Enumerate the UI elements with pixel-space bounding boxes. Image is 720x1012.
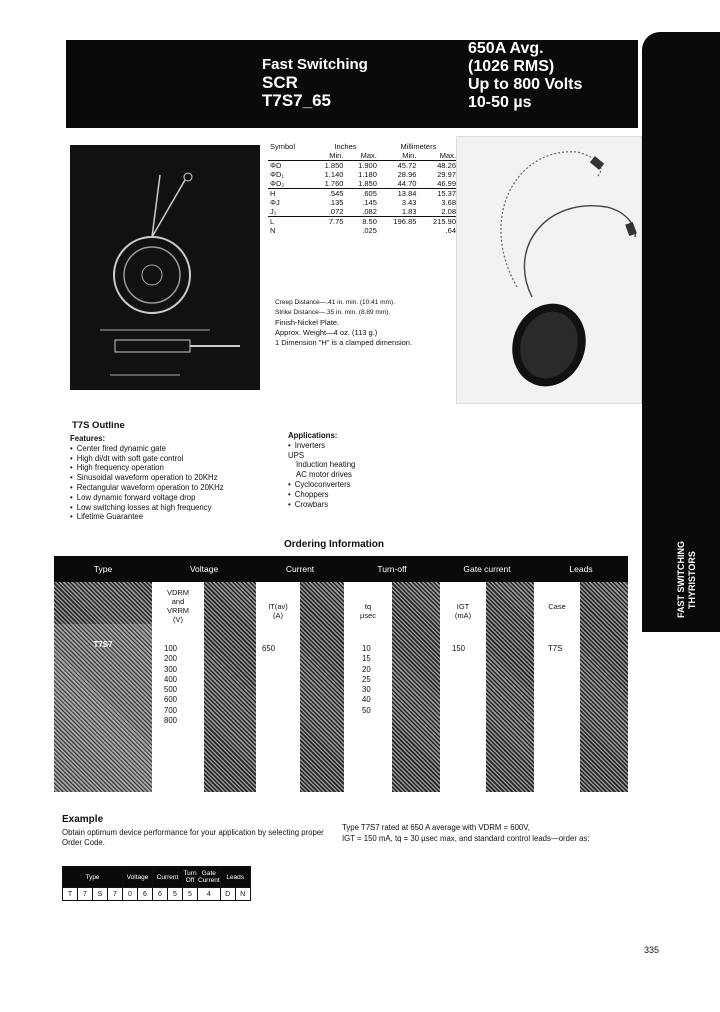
dim-cell-sym: ΦD₂ xyxy=(270,179,285,188)
dim-cell-b: .605 xyxy=(362,189,377,198)
code-cell: 7 xyxy=(108,888,123,901)
dim-cell-d: 29.97 xyxy=(437,170,456,179)
dim-cell-c: 196.85 xyxy=(393,217,417,226)
outline-drawing xyxy=(70,145,260,390)
feature-item: • Rectangular waveform operation to 20KHz xyxy=(70,483,224,493)
ord-turnoff-list xyxy=(362,644,371,716)
application-item: Induction heating xyxy=(296,460,356,470)
dim-cell-d: 15.37 xyxy=(437,189,456,198)
ord-gate-sub xyxy=(442,602,484,622)
features-title: Features: xyxy=(70,434,106,443)
code-cell: S xyxy=(93,888,108,901)
dim-cell-d: .64 xyxy=(445,226,456,235)
dim-cell-a: 1.140 xyxy=(324,170,344,179)
dim-row xyxy=(268,170,458,179)
ord-v-unit: (V) xyxy=(173,615,183,624)
code-value-row xyxy=(63,888,251,901)
ord-turnoff-value: 50 xyxy=(362,705,371,715)
ord-turnoff-value: 10 xyxy=(362,644,371,653)
dim-cell-a xyxy=(312,226,345,235)
ord-itav: IT(av) xyxy=(268,602,288,611)
dimension-table xyxy=(268,142,458,235)
dim-row xyxy=(268,189,458,199)
application-item: • Choppers xyxy=(288,490,355,500)
rating-turnoff: 10-50 µs xyxy=(468,94,532,111)
dim-row xyxy=(268,161,458,171)
ord-case-value: T7S xyxy=(548,644,563,653)
ord-case-label: Case xyxy=(536,602,578,614)
ord-col-leads-code xyxy=(580,582,628,792)
dim-cell-b: .025 xyxy=(362,226,377,235)
code-cell: N xyxy=(235,888,250,901)
rating-avg: 650A Avg. xyxy=(468,40,544,57)
ord-voltage-value: 500 xyxy=(164,685,178,695)
weight-note: Approx. Weight—4 oz. (113 g.) xyxy=(275,328,378,337)
feature-item: • Sinusoidal waveform operation to 20KHz xyxy=(70,473,224,483)
feature-item: • Lifetime Guarantee xyxy=(70,512,224,522)
dim-cell-b: .082 xyxy=(362,207,377,216)
example-text: Obtain optimum device performance for your application by selecting proper Order Code. xyxy=(62,828,324,847)
dim-cell-b: 1.900 xyxy=(358,161,377,170)
rating-voltage: Up to 800 Volts xyxy=(468,76,583,93)
dim-cell-a: .072 xyxy=(328,207,344,216)
order-code-table xyxy=(62,866,251,901)
example-line2: IGT = 150 mA, tq = 30 µsec max, and standard control leads—order as: xyxy=(342,834,590,843)
code-h-voltage: Voltage xyxy=(123,867,153,888)
dim-symbol-label: Symbol xyxy=(270,142,296,151)
application-item: AC motor drives xyxy=(296,470,352,480)
feature-item: • Low switching losses at high frequency xyxy=(70,503,224,513)
dim-header-row xyxy=(268,142,458,151)
code-h-type: Type xyxy=(63,867,123,888)
example-line1: Type T7S7 rated at 650 A average with VDRM = 600V, xyxy=(342,823,530,832)
ord-header-type: Type xyxy=(54,556,152,582)
ord-tq: tq xyxy=(364,602,372,611)
dim-cell-a: .135 xyxy=(328,198,344,207)
dim-minmax-row xyxy=(268,151,458,161)
example-order xyxy=(342,822,672,844)
applications-title: Applications: xyxy=(288,431,338,440)
ord-col-voltage-code xyxy=(204,582,256,792)
code-header-row xyxy=(63,867,251,888)
ord-ma-unit: (mA) xyxy=(454,611,472,620)
dim-cell-d: 2.08 xyxy=(441,207,456,216)
code-cell: D xyxy=(220,888,235,901)
feature-item: • Center fired dynamic gate xyxy=(70,444,224,454)
ord-and: and xyxy=(171,597,185,606)
ord-a-unit: (A) xyxy=(273,611,283,620)
dim-cell-a: .545 xyxy=(328,189,344,198)
features-section xyxy=(70,434,224,522)
code-cell: 5 xyxy=(183,888,198,901)
dim-cell-c: 45.72 xyxy=(397,161,417,170)
ord-voltage-value: 100 xyxy=(164,644,178,653)
ord-vrrm: VRRM xyxy=(166,606,190,615)
ord-type-value: T7S7 xyxy=(93,640,113,649)
code-cell: 0 xyxy=(123,888,138,901)
ord-header-gate: Gate current xyxy=(440,556,534,582)
dim-row xyxy=(268,217,458,227)
dim-row xyxy=(268,179,458,189)
header-title-block xyxy=(262,56,368,110)
ord-voltage-value: 700 xyxy=(164,705,178,715)
ord-header-turnoff: Turn-off xyxy=(344,556,440,582)
ord-col-current-code xyxy=(300,582,344,792)
code-cell: 6 xyxy=(138,888,153,901)
dim-cell-sym: L xyxy=(270,217,275,226)
title-line1: Fast Switching xyxy=(262,56,368,73)
ord-gate-value: 150 xyxy=(452,644,466,653)
dim-cell-a: 1.760 xyxy=(324,179,344,188)
ord-voltage-value: 300 xyxy=(164,664,178,674)
example-title: Example xyxy=(62,814,104,825)
dim-cell-sym: ΦJ xyxy=(270,198,280,207)
ord-turnoff-value: 30 xyxy=(362,685,371,695)
dim-col-max: Max. xyxy=(360,151,377,160)
dim-row xyxy=(268,198,458,207)
side-tab-line2: THYRISTORS xyxy=(687,551,697,609)
ord-igt: IGT xyxy=(456,602,470,611)
application-item: • Crowbars xyxy=(288,500,355,510)
code-h-gate: Gate Current xyxy=(198,867,221,888)
dim-cell-c: 28.96 xyxy=(397,170,417,179)
dim-cell-c xyxy=(379,226,419,235)
outline-caption: T7S Outline xyxy=(72,420,125,431)
dim-cell-c: 3.43 xyxy=(401,198,417,207)
dim-row xyxy=(268,226,458,235)
applications-section xyxy=(288,431,355,509)
ord-turnoff-sub xyxy=(346,602,390,622)
dim-cell-d: 215.90 xyxy=(433,217,456,226)
dim-cell-c: 44.70 xyxy=(397,179,417,188)
ord-current-sub xyxy=(258,602,298,622)
dimension-notes xyxy=(275,298,412,348)
side-tab-label xyxy=(676,530,718,630)
ord-header-leads: Leads xyxy=(534,556,628,582)
ord-header-voltage: Voltage xyxy=(152,556,256,582)
dim-cell-sym: J₁ xyxy=(270,207,277,216)
ord-current-value: 650 xyxy=(262,644,276,653)
ord-col-gate-code xyxy=(486,582,534,792)
strike-note: Strike Distance—.35 in. min. (8.89 mm). xyxy=(275,309,391,316)
ord-turnoff-value: 15 xyxy=(362,654,371,664)
code-h-turnoff: Turn Off xyxy=(183,867,198,888)
dim-cell-b: 8.50 xyxy=(362,217,377,226)
dim-inches-label: Inches xyxy=(334,142,357,151)
feature-item: • High frequency operation xyxy=(70,463,224,473)
dim-cell-b: .145 xyxy=(362,198,377,207)
code-cell: 7 xyxy=(78,888,93,901)
dim-cell-b: 1.850 xyxy=(358,179,377,188)
dim-cell-d: 3.68 xyxy=(441,198,456,207)
code-cell: 6 xyxy=(153,888,168,901)
dim-col-max-mm: Max. xyxy=(439,151,456,160)
dim-cell-d: 46.99 xyxy=(437,179,456,188)
page-number: 335 xyxy=(644,945,660,955)
creep-note: Creep Distance—.41 in. min. (10.41 mm). xyxy=(275,299,395,306)
ord-turnoff-value: 20 xyxy=(362,664,371,674)
dim-cell-c: 1.83 xyxy=(401,207,417,216)
dim-cell-a: 1.850 xyxy=(324,161,344,170)
application-item: • Cycloconverters xyxy=(288,480,355,490)
feature-item: • High di/dt with soft gate control xyxy=(70,454,224,464)
code-h-current: Current xyxy=(153,867,183,888)
code-cell: 5 xyxy=(168,888,183,901)
dim-cell-sym: H xyxy=(270,189,276,198)
dim-mm-label: Millimeters xyxy=(400,142,437,151)
ord-voltage-value: 400 xyxy=(164,674,178,684)
title-line2: SCR xyxy=(262,73,298,92)
ordering-title: Ordering Information xyxy=(284,539,384,550)
rating-rms: (1026 RMS) xyxy=(468,58,555,75)
dim-cell-b: 1.180 xyxy=(358,170,377,179)
dim-cell-sym: ΦD xyxy=(270,161,282,170)
dim-col-min: Min. xyxy=(329,151,344,160)
ord-turnoff-value: 40 xyxy=(362,695,371,705)
ord-usec: µsec xyxy=(360,611,376,620)
ordering-table xyxy=(54,556,628,792)
side-tab-line1: FAST SWITCHING xyxy=(676,541,686,619)
ord-voltage-value: 200 xyxy=(164,654,178,664)
ord-voltage-sub xyxy=(154,588,202,628)
dim-cell-c: 13.84 xyxy=(397,189,417,198)
ord-voltage-list xyxy=(164,644,177,726)
code-cell: 4 xyxy=(198,888,221,901)
features-list xyxy=(70,444,224,522)
ord-voltage-value: 800 xyxy=(164,716,178,726)
finish-note: Finish-Nickel Plate. xyxy=(275,318,340,327)
ord-voltage-value: 600 xyxy=(164,695,178,705)
footnote: 1 Dimension "H" is a clamped dimension. xyxy=(275,338,413,347)
code-cell: T xyxy=(63,888,78,901)
dim-cell-sym: N xyxy=(270,226,276,235)
ord-col-turnoff-code xyxy=(392,582,440,792)
code-h-leads: Leads xyxy=(220,867,250,888)
header-banner xyxy=(66,40,638,128)
application-item: • Inverters xyxy=(288,441,355,451)
device-photo xyxy=(456,136,642,404)
dim-cell-sym: ΦD₁ xyxy=(270,170,284,179)
part-number: T7S7_65 xyxy=(262,91,331,110)
dim-cell-d: 48.26 xyxy=(437,161,456,170)
application-item: UPS xyxy=(288,450,305,460)
ord-turnoff-value: 25 xyxy=(362,674,371,684)
ord-header-current: Current xyxy=(256,556,344,582)
dim-col-min-mm: Min. xyxy=(402,151,417,160)
dim-cell-a: 7.75 xyxy=(328,217,344,226)
applications-list xyxy=(288,441,355,510)
header-ratings xyxy=(468,40,582,112)
ord-vdrm: VDRM xyxy=(166,588,190,597)
dim-row xyxy=(268,207,458,217)
feature-item: • Low dynamic forward voltage drop xyxy=(70,493,224,503)
